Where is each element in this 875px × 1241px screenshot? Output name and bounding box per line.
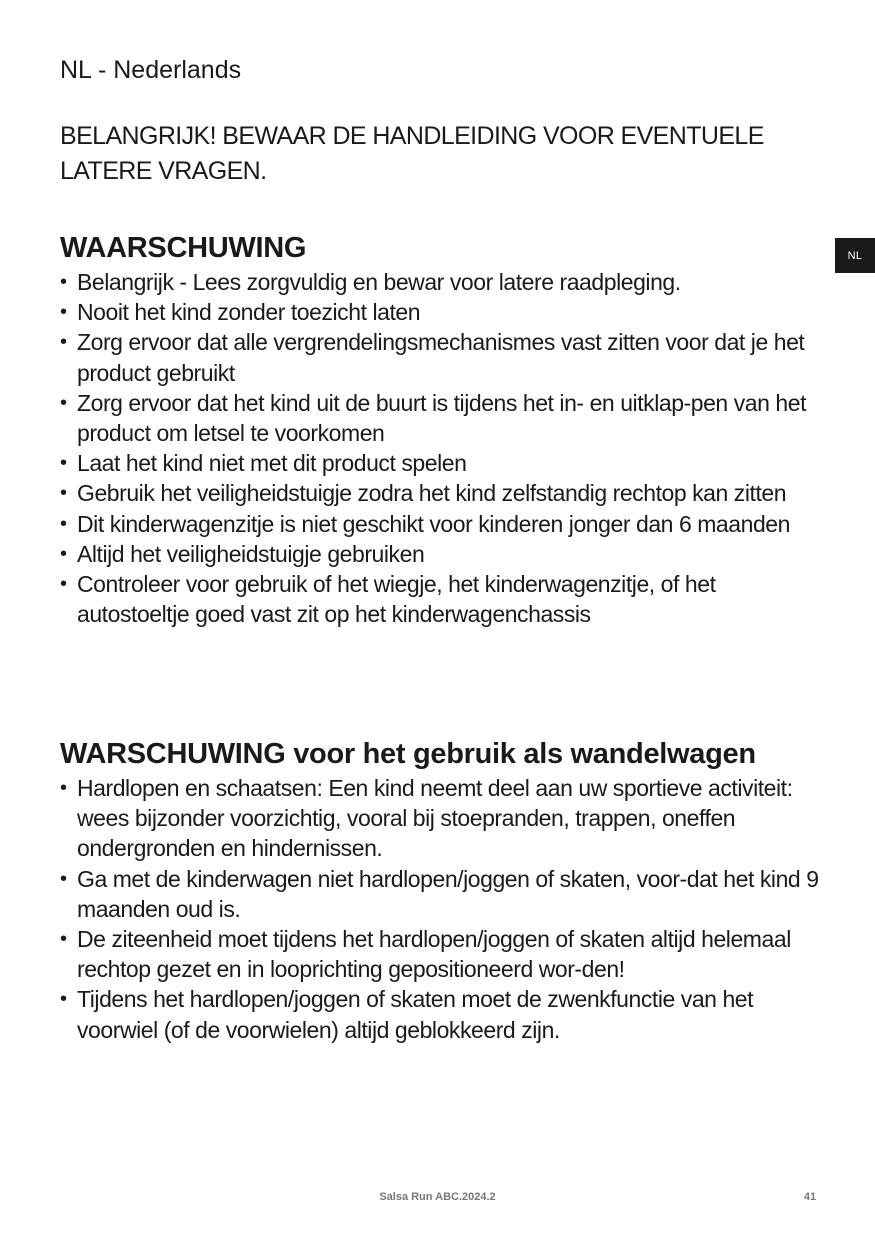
list-item-text: Zorg ervoor dat alle vergrendelingsmechanismes vast zitten voor dat je het product gebruikt xyxy=(77,329,805,386)
bullet-icon: • xyxy=(60,391,67,414)
list-item-text: Controleer voor gebruik of het wiegje, het kinderwagenzitje, of het autostoeltje goed vast zit op het kinderwagenchassis xyxy=(77,571,716,628)
warning-section xyxy=(60,229,820,629)
list-item xyxy=(60,478,820,508)
list-item-text: Zorg ervoor dat het kind uit de buurt is tijdens het in- en uitklap-pen van het product om letsel te voorkomen xyxy=(77,389,807,447)
list-item xyxy=(60,864,820,924)
list-item xyxy=(60,569,820,629)
list-item xyxy=(60,924,820,984)
list-item xyxy=(60,773,820,864)
bullet-icon: • xyxy=(60,512,67,535)
list-item xyxy=(60,327,820,387)
list-item xyxy=(60,448,820,478)
warning-list xyxy=(60,267,820,629)
list-item-text: Altijd het veiligheidstuigje gebruiken xyxy=(77,540,425,567)
bullet-icon: • xyxy=(60,271,67,293)
list-item-text: Laat het kind niet met dit product spelen xyxy=(77,450,467,477)
list-item-text: Ga met de kinderwagen niet hardlopen/joggen of skaten, voor-dat het kind 9 maanden oud is. xyxy=(77,865,819,922)
list-item-text: Tijdens het hardlopen/joggen of skaten moet de zwenkfunctie van het voorwiel (of de voorwielen) altijd geblokkeerd zijn. xyxy=(77,986,754,1043)
stroller-warning-section xyxy=(60,735,820,1045)
list-item xyxy=(60,984,820,1044)
bullet-icon: • xyxy=(60,867,67,890)
bullet-icon: • xyxy=(60,482,67,505)
intro-notice: BELANGRIJK! BEWAAR DE HANDLEIDING VOOR EVENTUELE LATERE VRAGEN. xyxy=(60,122,764,185)
list-item-text: De ziteenheid moet tijdens het hardlopen/joggen of skaten altijd helemaal rechtop gezet en in looprichting gepositioneerd wor-den! xyxy=(77,926,791,983)
bullet-icon: • xyxy=(60,331,67,354)
bullet-icon: • xyxy=(60,573,67,596)
list-item xyxy=(60,267,820,297)
section-title: WARSCHUWING voor het gebruik als wandelwagen xyxy=(60,738,756,770)
list-item-text: Dit kinderwagenzitje is niet geschikt voor kinderen jonger dan 6 maanden xyxy=(77,510,790,537)
language-heading: NL - Nederlands xyxy=(60,56,242,84)
bullet-icon: • xyxy=(60,928,67,951)
footer-page-number: 41 xyxy=(803,1191,817,1203)
list-item xyxy=(60,509,820,539)
list-item-text: Belangrijk - Lees zorgvuldig en bewar voor latere raadpleging. xyxy=(77,269,681,295)
list-item-text: Gebruik het veiligheidstuigje zodra het kind zelfstandig rechtop kan zitten xyxy=(77,480,787,507)
bullet-icon: • xyxy=(60,452,67,475)
bullet-icon: • xyxy=(60,988,67,1011)
stroller-warning-list xyxy=(60,773,820,1045)
section-title: WAARSCHUWING xyxy=(60,232,307,264)
list-item xyxy=(60,388,820,448)
language-tab: NL xyxy=(835,238,875,273)
list-item xyxy=(60,297,820,327)
bullet-icon: • xyxy=(60,542,67,565)
bullet-icon: • xyxy=(60,777,67,799)
bullet-icon: • xyxy=(60,301,67,324)
list-item-text: Hardlopen en schaatsen: Een kind neemt deel aan uw sportieve activiteit: wees bijzonder voorzichtig, vooral bij stoepranden, trappen, oneffen ondergronden en hindernissen. xyxy=(77,775,793,862)
list-item-text: Nooit het kind zonder toezicht laten xyxy=(77,299,421,326)
footer-document-id: Salsa Run ABC.2024.2 xyxy=(379,1191,496,1203)
list-item xyxy=(60,539,820,569)
